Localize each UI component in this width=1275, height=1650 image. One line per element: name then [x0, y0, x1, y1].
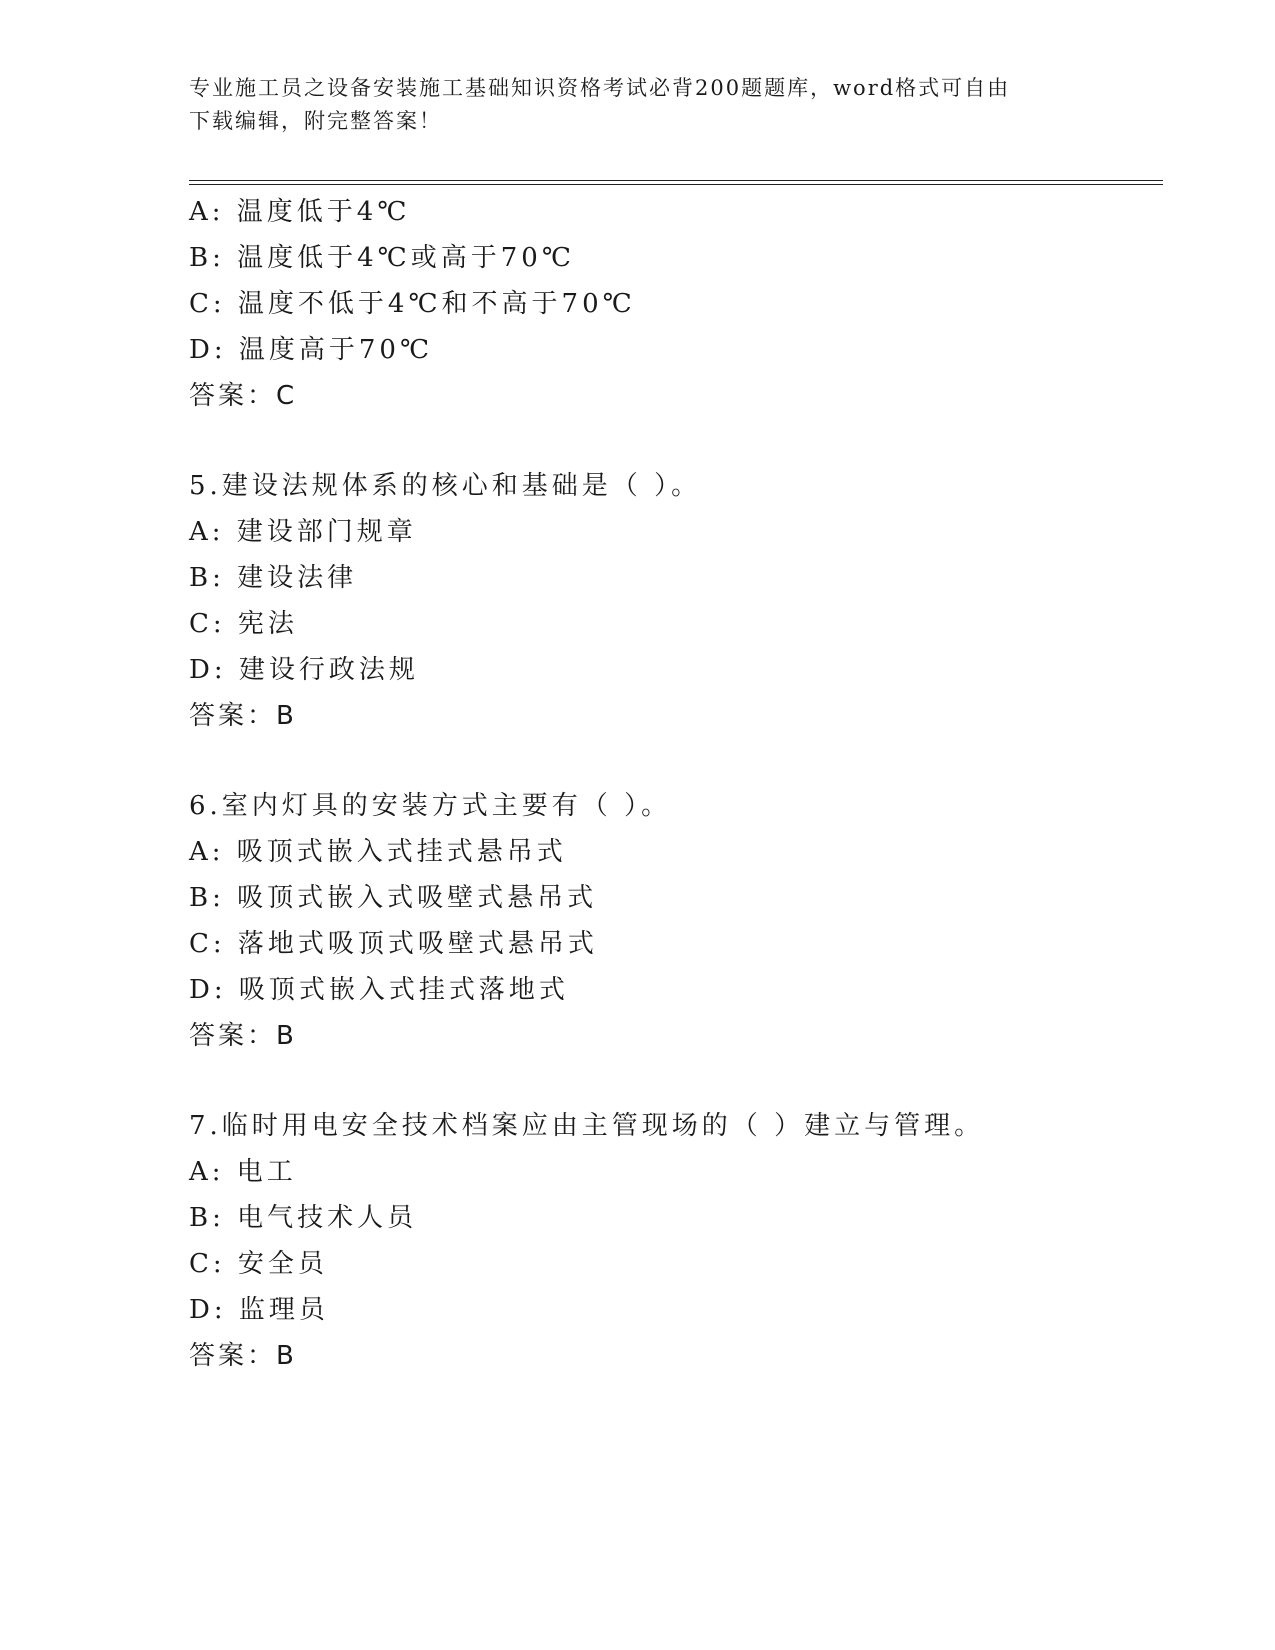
question-list — [189, 189, 1149, 1379]
question-stem: 6.室内灯具的安装方式主要有（ ）。 — [189, 791, 672, 821]
option-d: D: 建设行政法规 — [189, 655, 419, 685]
question-block — [189, 189, 1149, 419]
option-c: C: 安全员 — [189, 1249, 328, 1279]
spacer — [189, 1059, 1149, 1103]
option-c: C: 宪法 — [189, 609, 298, 639]
option-c: C: 温度不低于4℃和不高于70℃ — [189, 289, 636, 319]
option-b: B: 温度低于4℃或高于70℃ — [189, 243, 575, 273]
header-divider-top — [189, 180, 1163, 181]
question-block — [189, 783, 1149, 1059]
answer-line: 答案：B — [189, 1341, 297, 1371]
document-header — [189, 72, 1089, 138]
option-c: C: 落地式吸顶式吸壁式悬吊式 — [189, 929, 598, 959]
question-block — [189, 463, 1149, 739]
answer-line: 答案：B — [189, 701, 297, 731]
option-b: B: 电气技术人员 — [189, 1203, 418, 1233]
option-a: A: 建设部门规章 — [189, 517, 417, 547]
answer-line: 答案：C — [189, 381, 298, 411]
header-line-2: 下载编辑，附完整答案！ — [189, 109, 442, 133]
header-line-1: 专业施工员之设备安装施工基础知识资格考试必背200题题库，word格式可自由 — [189, 76, 1011, 100]
question-block — [189, 1103, 1149, 1379]
spacer — [189, 739, 1149, 783]
question-stem: 5.建设法规体系的核心和基础是（ ）。 — [189, 471, 702, 501]
header-divider-bottom — [189, 184, 1163, 185]
option-d: D: 监理员 — [189, 1295, 329, 1325]
option-d: D: 温度高于70℃ — [189, 335, 434, 365]
spacer — [189, 419, 1149, 463]
option-b: B: 建设法律 — [189, 563, 358, 593]
option-a: A: 温度低于4℃ — [189, 197, 411, 227]
question-stem: 7.临时用电安全技术档案应由主管现场的（ ）建立与管理。 — [189, 1111, 985, 1141]
option-d: D: 吸顶式嵌入式挂式落地式 — [189, 975, 569, 1005]
option-a: A: 电工 — [189, 1157, 297, 1187]
option-b: B: 吸顶式嵌入式吸壁式悬吊式 — [189, 883, 598, 913]
answer-line: 答案：B — [189, 1021, 297, 1051]
option-a: A: 吸顶式嵌入式挂式悬吊式 — [189, 837, 567, 867]
